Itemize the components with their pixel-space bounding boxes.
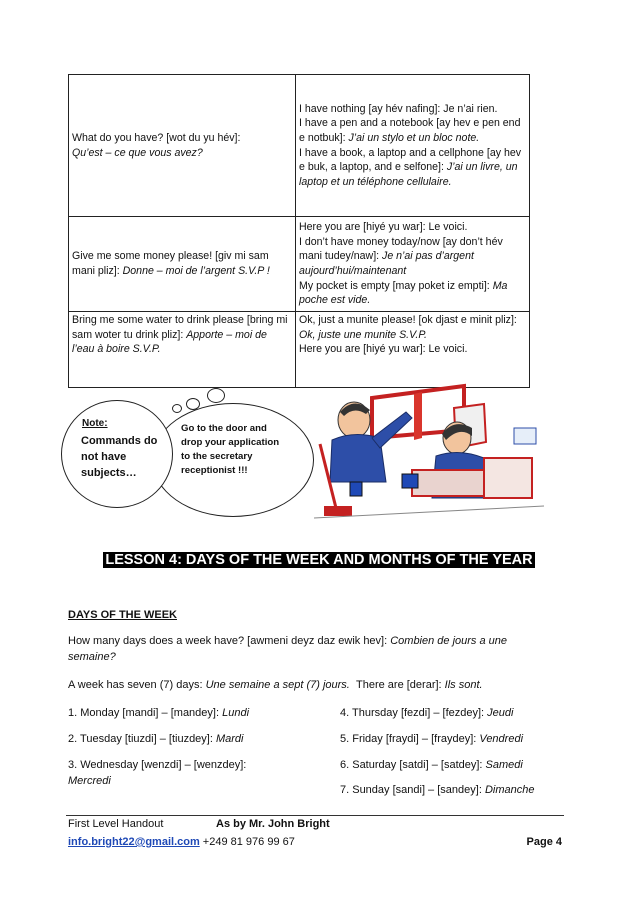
answer-cell bbox=[296, 75, 530, 217]
day-item: 4. Thursday [fezdi] – [fezdey]: Jeudi bbox=[340, 707, 514, 719]
table-row bbox=[69, 217, 530, 312]
note-heading: Note: bbox=[82, 418, 108, 429]
page-number: Page 4 bbox=[526, 836, 562, 848]
footer-author: As by Mr. John Bright bbox=[216, 818, 330, 830]
phrase-table bbox=[68, 74, 530, 388]
answer-cell bbox=[296, 217, 530, 312]
answer-line: I have a pen and a notebook [ay hev e pen end e notbuk]: J’ai un stylo et un bloc note. bbox=[299, 117, 521, 144]
footer-left: First Level Handout bbox=[68, 818, 164, 830]
footer-divider bbox=[66, 815, 564, 816]
question-en: What do you have? [wot du yu hév]: bbox=[72, 131, 241, 144]
answer-line: I have nothing [ay hév nafing]: Je n’ai rien. bbox=[299, 102, 498, 115]
thought-dot bbox=[172, 404, 182, 413]
day-item: 5. Friday [fraydi] – [fraydey]: Vendredi bbox=[340, 733, 524, 745]
question-cell bbox=[69, 217, 296, 312]
day-item: 2. Tuesday [tiuzdi] – [tiuzdey]: Mardi bbox=[68, 733, 244, 745]
day-item: 6. Saturday [satdi] – [satdey]: Samedi bbox=[340, 759, 523, 771]
question-en: Bring me some water to drink please [bring mi sam woter tu drink pliz]: bbox=[72, 314, 288, 341]
answer-paragraph: A week has seven (7) days: Une semaine a sept (7) jours. There are [derar]: Ils sont. bbox=[68, 679, 483, 691]
table-row bbox=[69, 312, 530, 388]
answer-line: My pocket is empty [may poket iz empti]: Ma poche est vide. bbox=[299, 279, 508, 307]
note-body: Commands do not have subjects… bbox=[81, 435, 158, 479]
day-item: 3. Wednesday [wenzdi] – [wenzdey]: Mercredi bbox=[68, 759, 247, 787]
question-cell bbox=[69, 312, 296, 388]
answer-line: Ok, just a munite please! [ok djast e minit pliz]: Ok, juste une munite S.V.P. bbox=[299, 314, 517, 341]
speech-text: Go to the door and drop your application to the secretary receptionist !!! bbox=[181, 423, 280, 476]
question-cell bbox=[69, 75, 296, 217]
answer-line: I have a book, a laptop and a cellphone [ay hev e buk, a laptop, and e selfone]: J’ai un livre, un laptop et un téléphone cellulaire. bbox=[299, 146, 522, 188]
question-paragraph: How many days does a week have? [awmeni deyz daz ewik hev]: Combien de jours a une semaine? bbox=[68, 635, 508, 663]
answer-line: I don’t have money today/now [ay don’t hév mani tudey/naw]: Je n’ai pas d’argent aujourd’hui/maintenant bbox=[299, 235, 503, 277]
table-row bbox=[69, 75, 530, 217]
day-item: 7. Sunday [sandi] – [sandey]: Dimanche bbox=[340, 784, 535, 796]
phone-number: +249 81 976 99 67 bbox=[199, 836, 295, 848]
thought-dot bbox=[207, 388, 225, 403]
question-en: Give me some money please! [giv mi sam mani pliz]: bbox=[72, 250, 269, 277]
answer-line: Here you are [hiyé yu war]: Le voici. bbox=[299, 221, 468, 234]
day-item: 1. Monday [mandi] – [mandey]: Lundi bbox=[68, 707, 250, 719]
answer-line: Here you are [hiyé yu war]: Le voici. bbox=[299, 343, 468, 356]
office-illustration bbox=[314, 378, 559, 523]
footer-contact bbox=[68, 836, 295, 848]
question-fr: Qu’est – ce que vous avez? bbox=[72, 146, 203, 159]
section-title: DAYS OF THE WEEK bbox=[68, 609, 177, 621]
question-fr: Donne – moi de l’argent S.V.P ! bbox=[122, 265, 270, 277]
answer-cell bbox=[296, 312, 530, 388]
question-fr: Apporte – moi de l’eau à boire S.V.P. bbox=[72, 328, 267, 356]
lesson-title: LESSON 4: DAYS OF THE WEEK AND MONTHS OF THE YEAR bbox=[105, 552, 533, 568]
email-link[interactable]: info.bright22@gmail.com bbox=[68, 836, 200, 848]
